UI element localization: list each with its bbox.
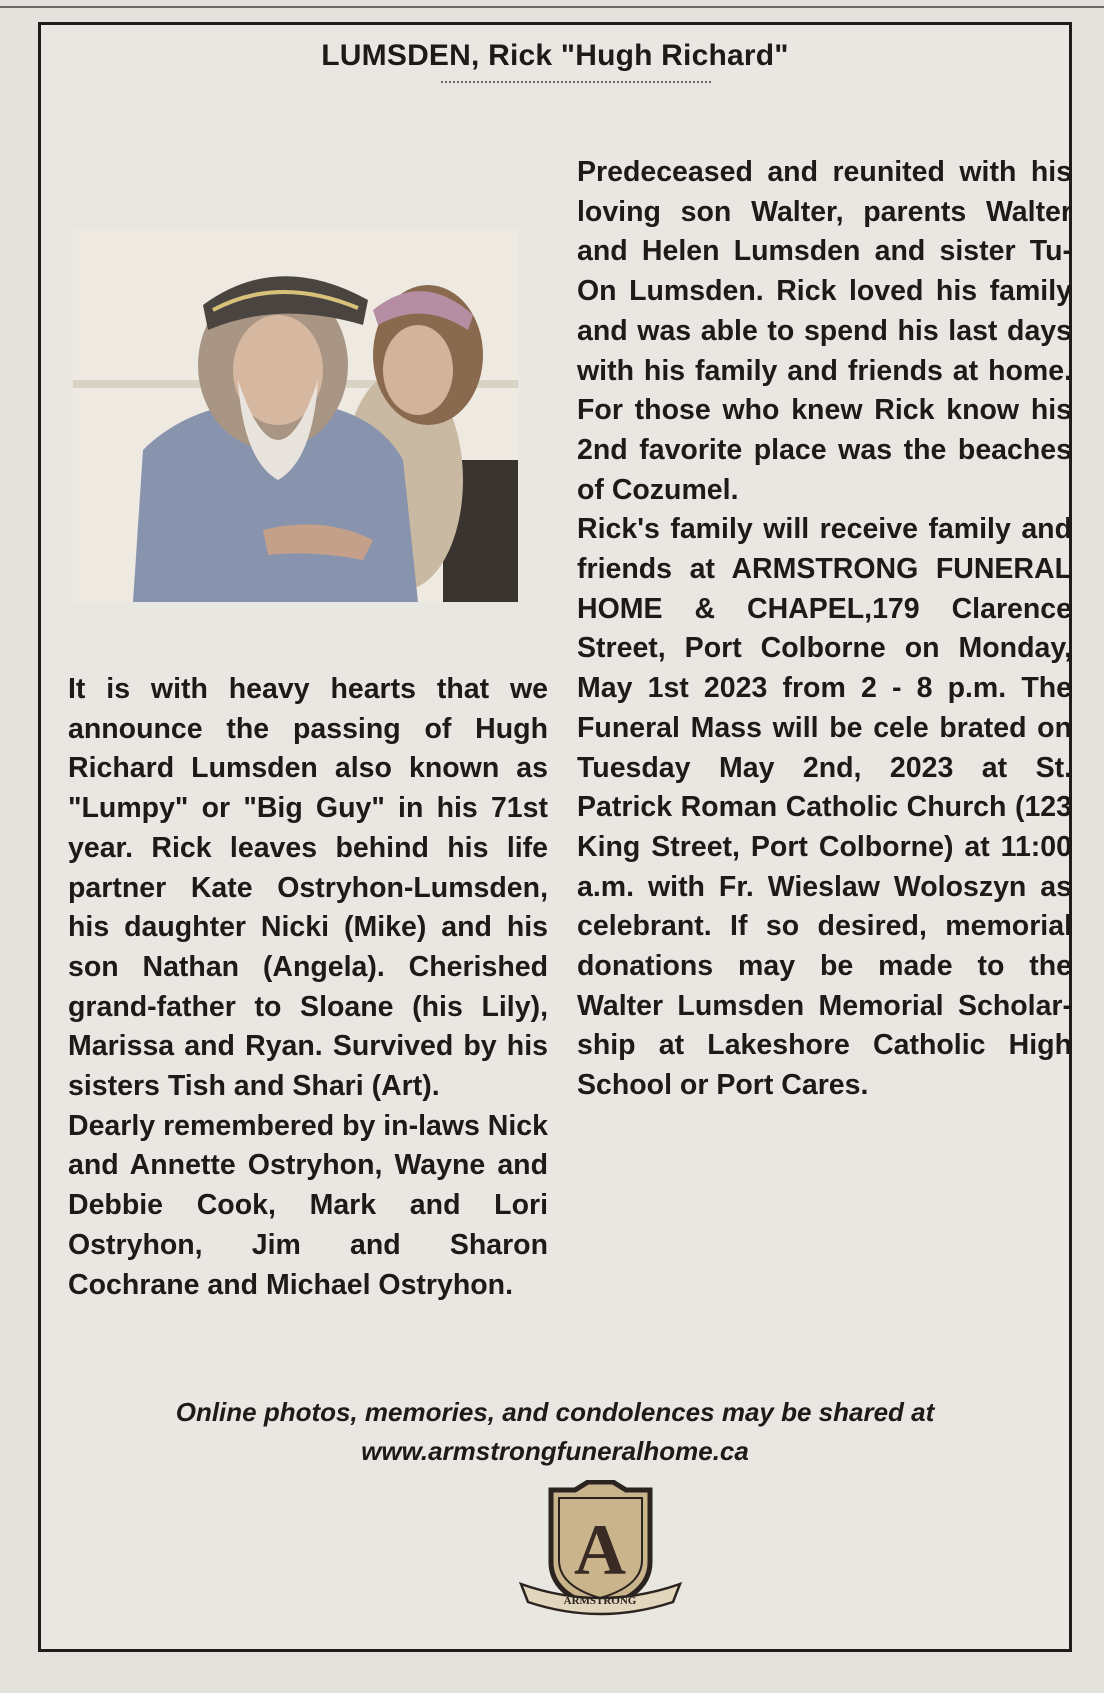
obituary-paragraph: It is with heavy hearts that we announce the passing of Hugh Richard Lumsden also known as "Lumpy" or "Big Guy" in his 71st year. Rick leaves behind his life partner Kate Ostryhon-Lumsden, his daughter Nicki (Mike) and his son Nathan (Angela). Cherished grand-father to Sloane (his Lily), Marissa and Ryan. Survived by his sisters Tish and Shari (Art). (68, 673, 548, 1103)
website-link[interactable]: www.armstrongfuneralhome.ca (361, 1436, 749, 1466)
logo-banner-text: ARMSTRONG (563, 1595, 637, 1607)
armstrong-crest-logo (513, 1480, 688, 1620)
obituary-paragraph: Rick's family will receive family and friends at ARMSTRONG FUNERAL HOME & CHAPEL,179 Clarence Street, Port Colborne on Monday, May 1st 2023 from 2 - 8 p.m. The Funeral Mass will be cele brated on Tuesday May 2nd, 2023 at St. Patrick Roman Catholic Church (123 King Street, Port Colborne) at 11:00 a.m. with Fr. Wieslaw Woloszyn as celebrant. If so desired, memorial donations may be made to the Walter Lumsden Memorial Scholar-ship at Lakeshore Catholic High School or Port Cares. (577, 513, 1072, 1102)
title-underline (441, 81, 711, 83)
obituary-box (38, 22, 1072, 1652)
portrait-photo (73, 230, 518, 602)
page-top-rule (0, 6, 1104, 8)
obituary-left-column (68, 670, 548, 1305)
obituary-title: LUMSDEN, Rick "Hugh Richard" (321, 39, 789, 72)
footer-note (41, 1393, 1069, 1471)
obituary-paragraph: Dearly remembered by in-laws Nick and Annette Ostryhon, Wayne and Debbie Cook, Mark and Lori Ostryhon, Jim and Sharon Cochrane and Michael Ostryhon. (68, 1109, 548, 1301)
logo-letter: A (574, 1510, 626, 1590)
obituary-paragraph: Predeceased and reunited with his loving son Walter, parents Walter and Helen Lumsden and sister Tu-On Lumsden. Rick loved his family and was able to spend his last days with his family and friends at home. For those who knew Rick know his 2nd favorite place was the beaches of Cozumel. (577, 156, 1072, 506)
obituary-right-column (577, 153, 1072, 1106)
footer-line: Online photos, memories, and condolences may be shared at (175, 1397, 935, 1427)
